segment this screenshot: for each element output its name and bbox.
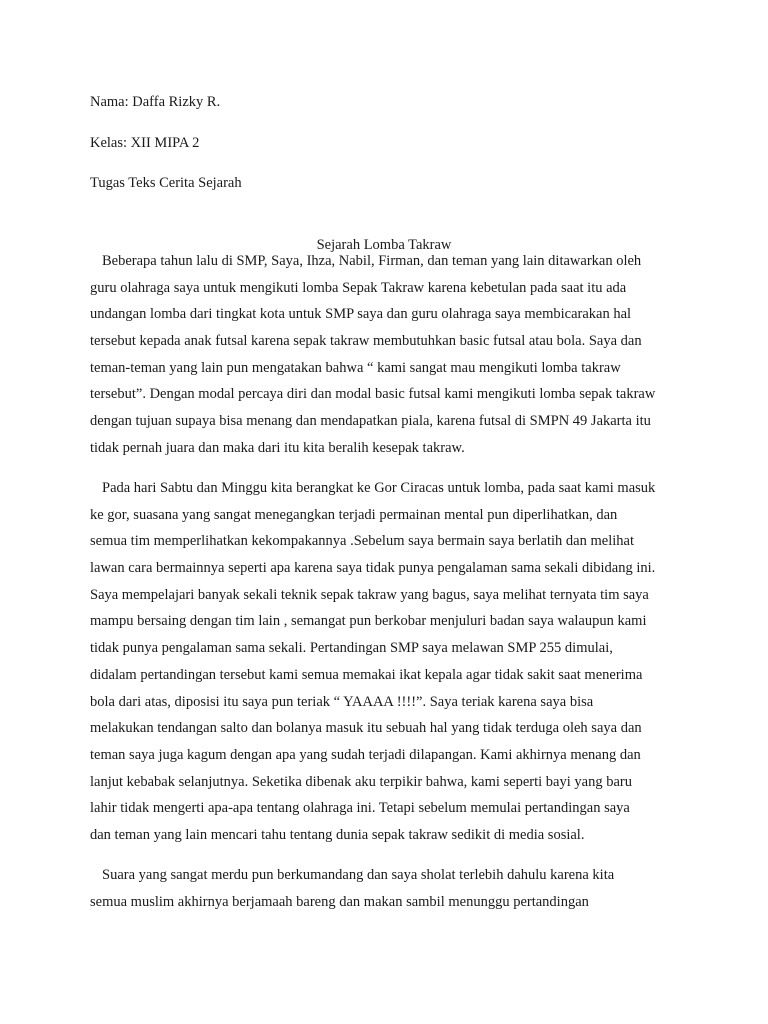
paragraph-1 <box>90 248 690 462</box>
paragraph-line: Saya mempelajari banyak sekali teknik sepak takraw yang bagus, saya melihat ternyata tim saya <box>90 586 649 603</box>
paragraph-line: melakukan tendangan salto dan bolanya masuk itu sebuah hal yang tidak terduga oleh saya dan <box>90 720 642 737</box>
paragraph-line: teman-teman yang lain pun mengatakan bahwa “ kami sangat mau mengikuti lomba takraw <box>90 359 621 376</box>
paragraph-line: dan teman yang lain mencari tahu tentang dunia sepak takraw sedikit di media sosial. <box>90 826 585 843</box>
paragraph-line: Beberapa tahun lalu di SMP, Saya, Ihza, Nabil, Firman, dan teman yang lain ditawarkan oleh <box>102 253 642 269</box>
paragraph-line: tersebut”. Dengan modal percaya diri dan modal basic futsal kami mengikuti lomba sepak takraw <box>90 386 656 403</box>
paragraph-line: dengan tujuan supaya bisa menang dan mendapatkan piala, karena futsal di SMPN 49 Jakarta itu <box>90 413 651 430</box>
paragraph-line: Suara yang sangat merdu pun berkumandang dan saya sholat terlebih dahulu karena kita <box>102 867 615 883</box>
paragraph-line: ke gor, suasana yang sangat menegangkan terjadi permainan mental pun diperlihatkan, dan <box>90 506 618 523</box>
paragraph-line: tersebut kepada anak futsal karena sepak takraw membutuhkan basic futsal atau bola. Saya dan <box>90 333 642 350</box>
paragraph-line: lawan cara bermainnya seperti apa karena saya tidak punya pengalaman sama sekali dibidang ini. <box>90 560 656 577</box>
student-class: Kelas: XII MIPA 2 <box>90 135 200 151</box>
paragraph-line: didalam pertandingan tersebut kami semua memakai ikat kepala agar tidak sakit saat menerima <box>90 666 643 683</box>
student-name: Nama: Daffa Rizky R. <box>90 94 221 110</box>
paragraph-line: semua tim memperlihatkan kekompakannya .Sebelum saya bermain saya berlatih dan melihat <box>90 533 634 550</box>
paragraph-line: lanjut kebabak selanjutnya. Seketika dibenak aku terpikir bahwa, kami seperti bayi yang baru <box>90 773 632 790</box>
paragraph-line: Pada hari Sabtu dan Minggu kita berangkat ke Gor Ciracas untuk lomba, pada saat kami masuk <box>102 480 656 496</box>
document-title: Sejarah Lomba Takraw <box>316 237 452 253</box>
paragraph-line: teman saya juga kagum dengan apa yang sudah terjadi dilapangan. Kami akhirnya menang dan <box>90 746 641 763</box>
paragraph-line: bola dari atas, diposisi itu saya pun teriak “ YAAAA !!!!”. Saya teriak karena saya bisa <box>90 693 594 710</box>
paragraph-line: guru olahraga saya untuk mengikuti lomba Sepak Takraw karena kebetulan pada saat itu ada <box>90 279 627 296</box>
paragraph-line: semua muslim akhirnya berjamaah bareng dan makan sambil menunggu pertandingan <box>90 893 589 910</box>
paragraph-line: mampu bersaing dengan tim lain , semangat pun berkobar menjuluri badan saya walaupun kami <box>90 613 647 630</box>
paragraph-line: undangan lomba dari tingkat kota untuk SMP saya dan guru olahraga saya membicarakan hal <box>90 306 632 323</box>
paragraph-3 <box>90 862 690 915</box>
paragraph-line: tidak pernah juara dan maka dari itu kita beralih kesepak takraw. <box>90 439 465 456</box>
assignment-title: Tugas Teks Cerita Sejarah <box>90 175 242 191</box>
paragraph-line: tidak punya pengalaman sama sekali. Pertandingan SMP saya melawan SMP 255 dimulai, <box>90 640 613 657</box>
paragraph-line: lahir tidak mengerti apa-apa tentang olahraga ini. Tetapi sebelum memulai pertandingan saya <box>90 800 630 817</box>
paragraph-2 <box>90 475 690 849</box>
